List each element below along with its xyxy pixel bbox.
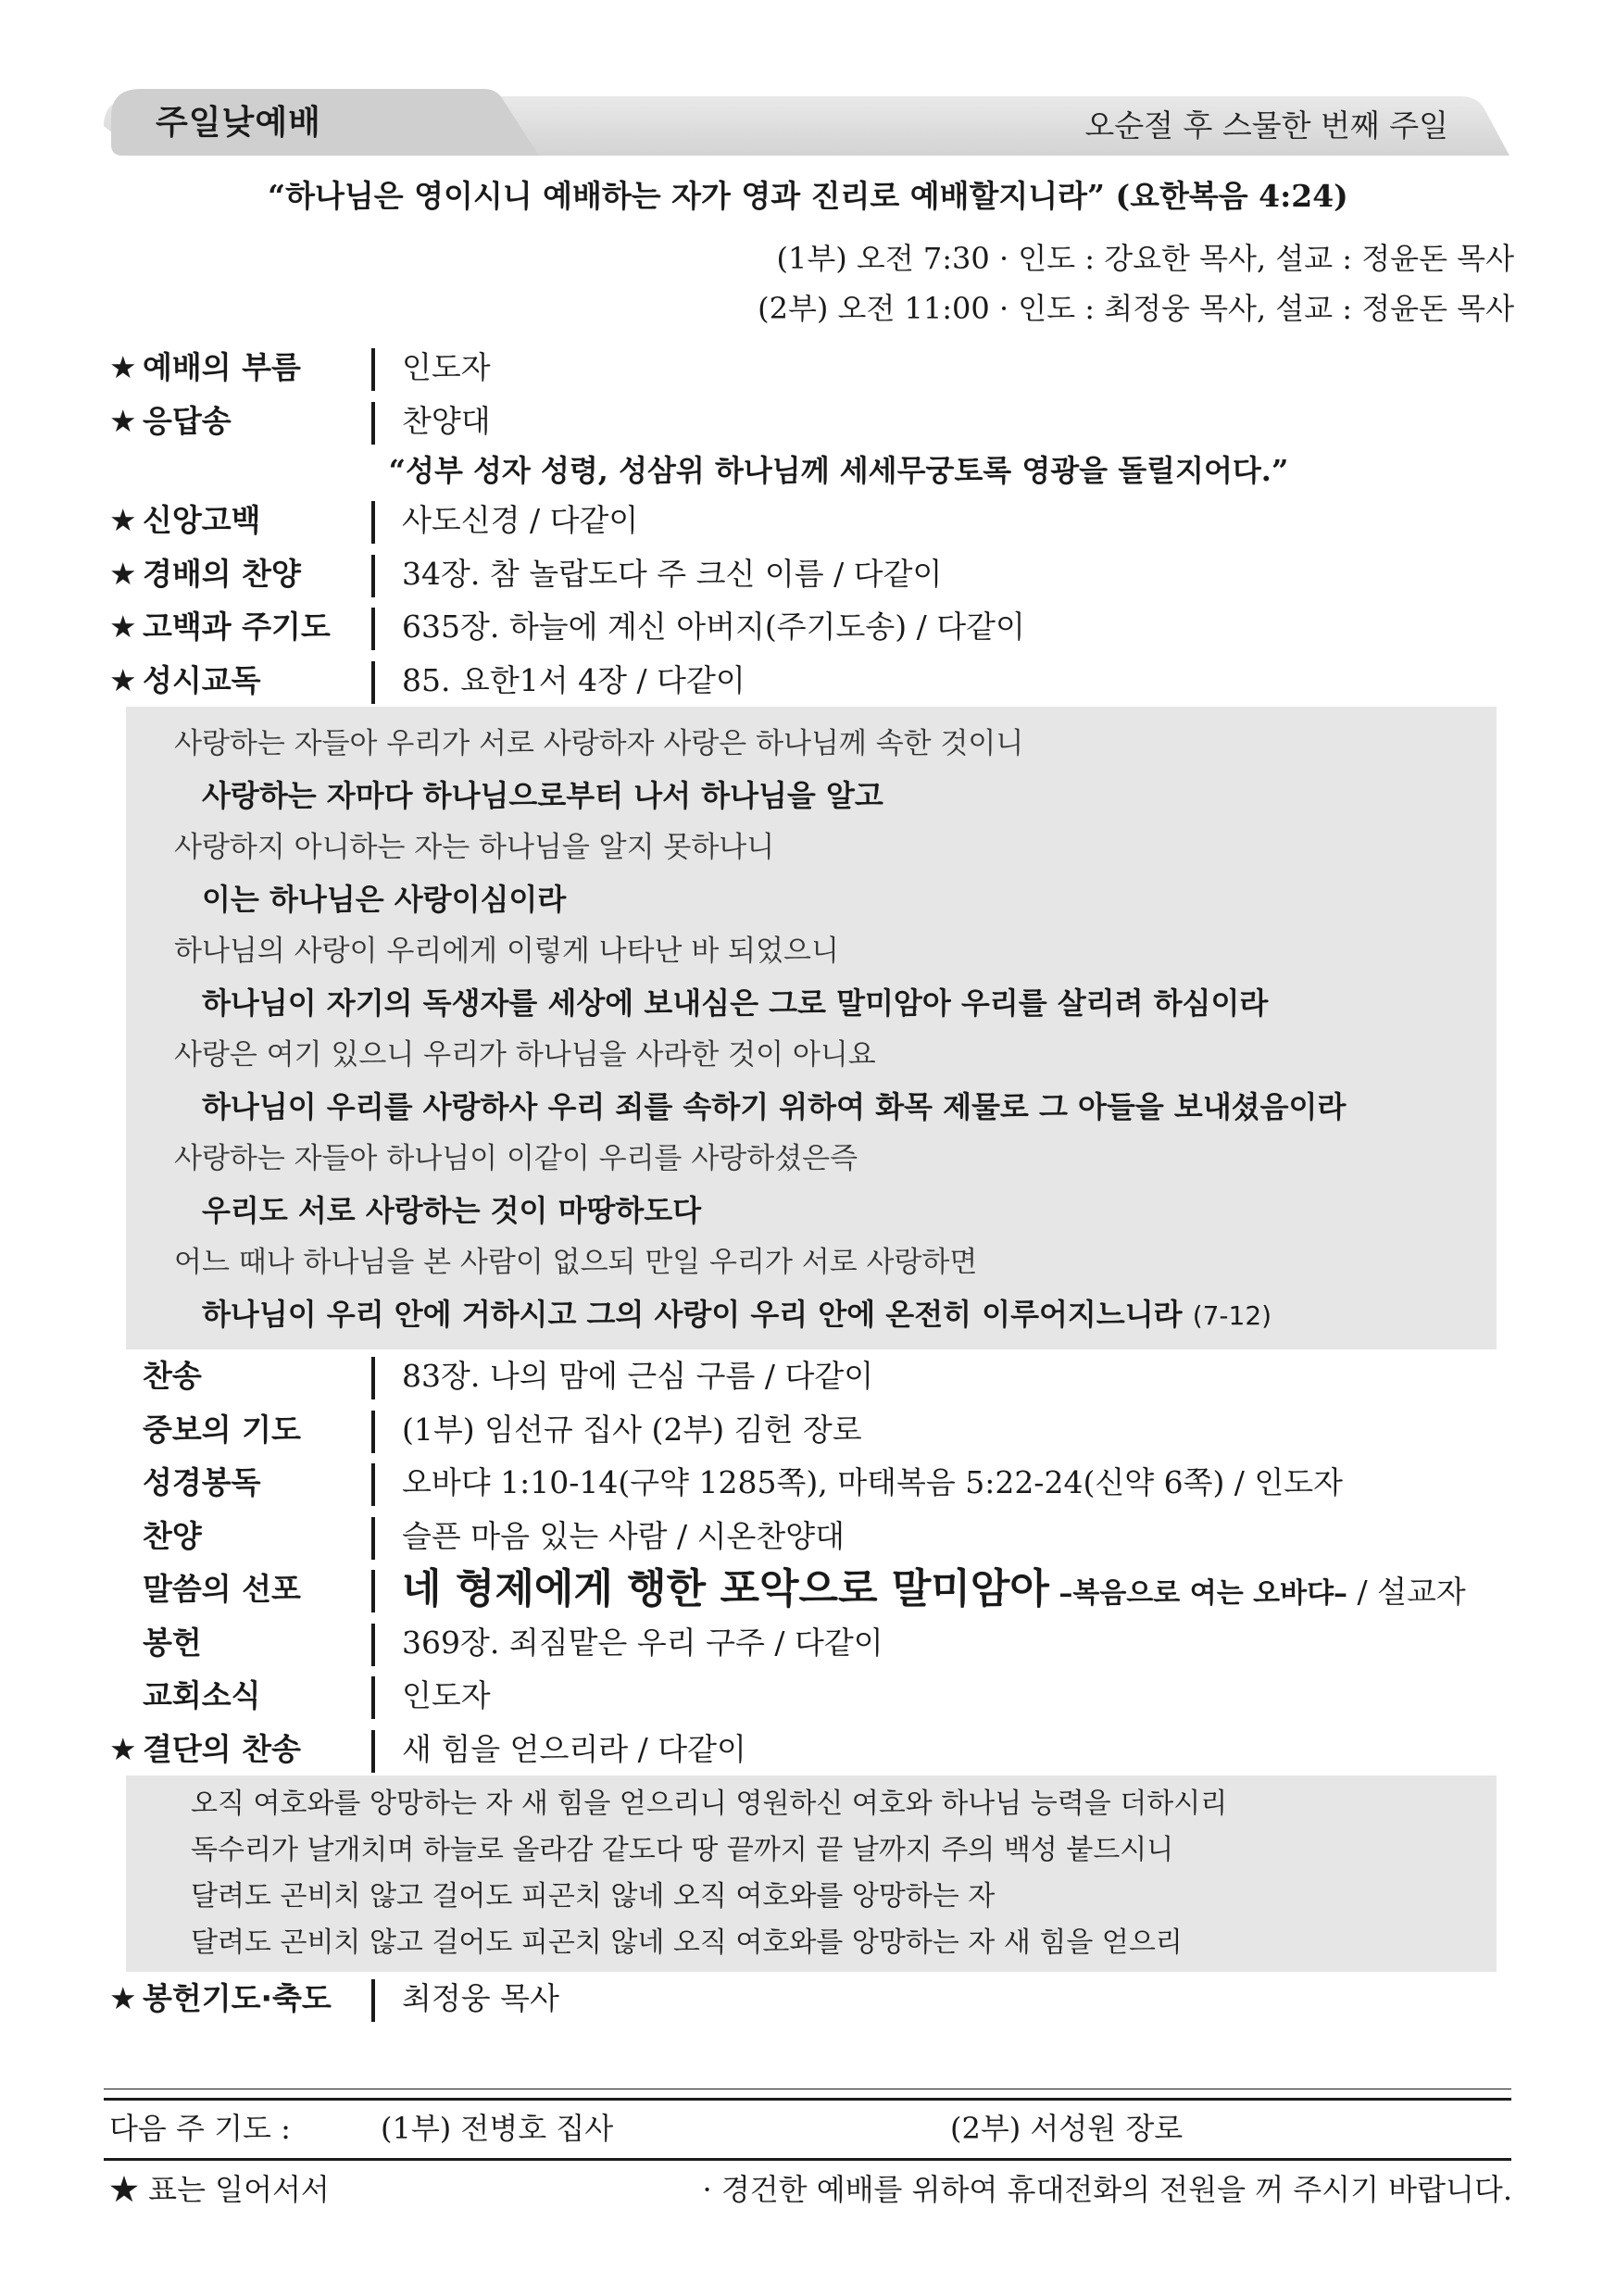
divider — [371, 402, 375, 445]
order-value: 85. 요한1서 4장 / 다같이 — [402, 661, 745, 698]
reading-line: 이는 하나님은 사랑이심이라 — [202, 882, 567, 917]
order-item-responsive — [109, 654, 1512, 708]
phone-note: · 경건한 예배를 위하여 휴대전화의 전원을 꺼 주시기 바랍니다. — [702, 2172, 1512, 2207]
divider — [371, 1517, 375, 1560]
order-value: 34장. 참 놀랍도다 주 크신 이름 / 다같이 — [402, 555, 943, 592]
order-of-worship — [109, 341, 1512, 2026]
order-item-decision — [109, 1723, 1512, 1776]
order-value: 635장. 하늘에 계신 아버지(주기도송) / 다같이 — [402, 609, 1025, 645]
divider — [371, 608, 375, 650]
reading-line: 사랑하는 자들아 우리가 서로 사랑하자 사랑은 하나님께 속한 것이니 — [174, 727, 1024, 760]
order-label: 경배의 찬양 — [143, 555, 301, 592]
order-value: 새 힘을 얻으리라 / 다같이 — [402, 1730, 746, 1767]
reading-reference: (7-12) — [1192, 1300, 1272, 1331]
service-time-first: (1부) 오전 7:30 · 인도 : 강요한 목사, 설교 : 정윤돈 목사 — [776, 241, 1514, 276]
hymn-line: 오직 여호와를 앙망하는 자 새 힘을 얻으리니 영원하신 여호와 하나님 능력을 더하시리 — [191, 1788, 1228, 1820]
order-item-hymn — [109, 1349, 1512, 1403]
order-label: 성경봉독 — [143, 1464, 261, 1500]
order-label: 성시교독 — [143, 661, 261, 698]
order-value: 83장. 나의 맘에 근심 구름 / 다같이 — [402, 1358, 874, 1394]
order-value: 찬양대 — [402, 402, 491, 439]
divider — [371, 661, 375, 704]
responsive-reading — [126, 707, 1497, 1349]
star-icon: ★ — [109, 609, 137, 645]
order-label: 교회소식 — [143, 1677, 261, 1713]
hymn-line: 달려도 곤비치 않고 걸어도 피곤치 않네 오직 여호와를 앙망하는 자 — [191, 1880, 996, 1913]
next-prayer-second: (2부) 서성원 장로 — [950, 2111, 1184, 2146]
order-label: 신앙고백 — [143, 502, 261, 538]
stand-note: ★ 표는 일어서서 — [109, 2172, 330, 2207]
divider — [371, 1463, 375, 1506]
star-icon: ★ — [109, 555, 137, 592]
order-item-news — [109, 1669, 1512, 1723]
service-times — [758, 233, 1514, 333]
sermon-value — [402, 1562, 1466, 1615]
hymn-line: 독수리가 날개치며 하늘로 올라감 같도다 땅 끝까지 끝 날까지 주의 백성 붙드시니 — [191, 1834, 1174, 1866]
reading-line: 사랑하는 자마다 하나님으로부터 나서 하나님을 알고 — [202, 778, 883, 813]
liturgical-week: 오순절 후 스물한 번째 주일 — [1084, 107, 1448, 144]
next-prayer-first: (1부) 전병호 집사 — [381, 2111, 614, 2146]
order-label: 말씀의 선포 — [143, 1571, 301, 1607]
order-item-anthem — [109, 1510, 1512, 1563]
reading-line: 하나님이 자기의 독생자를 세상에 보내심은 그로 말미암아 우리를 살리려 하심이라 — [202, 985, 1269, 1021]
hymn-line: 달려도 곤비치 않고 걸어도 피곤치 않네 오직 여호와를 앙망하는 자 새 힘을 얻으리 — [191, 1926, 1183, 1959]
order-label: 결단의 찬송 — [143, 1730, 301, 1767]
order-label: 찬양 — [143, 1517, 202, 1554]
order-value: 최정웅 목사 — [402, 1980, 559, 2016]
order-item-confession — [109, 600, 1512, 654]
service-title: 주일낮예배 — [156, 104, 321, 142]
footer-notes — [109, 2165, 1512, 2214]
header-band — [104, 89, 1510, 156]
footer-divider-bottom — [104, 2158, 1511, 2161]
order-item-call — [109, 341, 1512, 395]
response-text: “성부 성자 성령, 성삼위 하나님께 세세무궁토록 영광을 돌릴지어다.” — [388, 453, 1289, 488]
order-item-sermon — [109, 1562, 1512, 1616]
star-icon: ★ — [109, 1730, 137, 1767]
order-item-benediction — [109, 1972, 1512, 2026]
reading-line-text: 하나님이 우리 안에 거하시고 그의 사랑이 우리 안에 온전히 이루어지느니라 — [202, 1297, 1183, 1332]
divider — [371, 348, 375, 391]
order-item-scripture — [109, 1456, 1512, 1510]
order-label: 예배의 부름 — [143, 349, 301, 385]
star-icon: ★ — [109, 661, 137, 698]
reading-line: 하나님의 사랑이 우리에게 이렇게 나타난 바 되었으니 — [174, 935, 839, 968]
order-label: 고백과 주기도 — [143, 609, 331, 645]
divider — [371, 1676, 375, 1719]
divider — [371, 1979, 375, 2022]
order-value: 인도자 — [402, 1677, 491, 1713]
star-icon: ★ — [109, 502, 137, 538]
order-label: 봉헌기도·축도 — [143, 1980, 332, 2016]
order-value: 사도신경 / 다같이 — [402, 502, 639, 538]
order-label: 중보의 기도 — [143, 1411, 301, 1448]
order-item-intercession — [109, 1403, 1512, 1457]
divider — [371, 501, 375, 544]
order-value: (1부) 임선규 집사 (2부) 김헌 장로 — [402, 1411, 862, 1448]
divider — [371, 1730, 375, 1773]
divider — [371, 1624, 375, 1666]
star-icon: ★ — [109, 1980, 137, 2016]
reading-line: 사랑하는 자들아 하나님이 이같이 우리를 사랑하셨은즉 — [174, 1142, 858, 1175]
reading-line: 사랑은 여기 있으니 우리가 하나님을 사라한 것이 아니요 — [174, 1038, 876, 1072]
order-value: 369장. 죄짐맡은 우리 구주 / 다같이 — [402, 1624, 883, 1661]
reading-line-last — [126, 1288, 1497, 1340]
order-label: 봉헌 — [143, 1624, 202, 1661]
hymn-lyrics — [126, 1775, 1497, 1972]
divider — [371, 1357, 375, 1399]
order-value: 인도자 — [402, 349, 491, 385]
divider — [371, 1411, 375, 1453]
footer-divider-top — [104, 2098, 1511, 2101]
order-item-offering — [109, 1616, 1512, 1670]
reading-line: 하나님이 우리를 사랑하사 우리 죄를 속하기 위하여 화목 제물로 그 아들을 보내셨음이라 — [202, 1089, 1347, 1124]
sermon-suffix: / 설교자 — [1347, 1574, 1466, 1610]
next-week-prayer — [109, 2104, 1512, 2152]
order-label: 찬송 — [143, 1358, 202, 1394]
divider — [371, 555, 375, 597]
sermon-subtitle: –복음으로 여는 오바댜– — [1059, 1577, 1348, 1610]
reading-line: 사랑하지 아니하는 자는 하나님을 알지 못하나니 — [174, 831, 775, 864]
order-item-response-song — [109, 395, 1512, 448]
order-value: 슬픈 마음 있는 사람 / 시온찬양대 — [402, 1517, 845, 1554]
order-value: 오바댜 1:10-14(구약 1285쪽), 마태복음 5:22-24(신약 6쪽) / 인도자 — [402, 1464, 1344, 1500]
theme-verse: “하나님은 영이시니 예배하는 자가 영과 진리로 예배할지니라” (요한복음 4:24) — [268, 178, 1348, 214]
star-icon: ★ — [109, 349, 137, 385]
order-item-creed — [109, 494, 1512, 547]
star-icon: ★ — [109, 402, 137, 439]
divider — [371, 1570, 375, 1612]
service-time-second: (2부) 오전 11:00 · 인도 : 최정웅 목사, 설교 : 정윤돈 목사 — [758, 291, 1514, 326]
reading-line: 우리도 서로 사랑하는 것이 마땅하도다 — [202, 1193, 702, 1228]
order-label: 응답송 — [143, 402, 232, 439]
order-item-praise — [109, 547, 1512, 601]
reading-line: 어느 때나 하나님을 본 사람이 없으되 만일 우리가 서로 사랑하면 — [174, 1246, 978, 1279]
sermon-title: 네 형제에게 행한 포악으로 말미암아 — [402, 1565, 1049, 1612]
next-prayer-label: 다음 주 기도 : — [109, 2111, 291, 2146]
